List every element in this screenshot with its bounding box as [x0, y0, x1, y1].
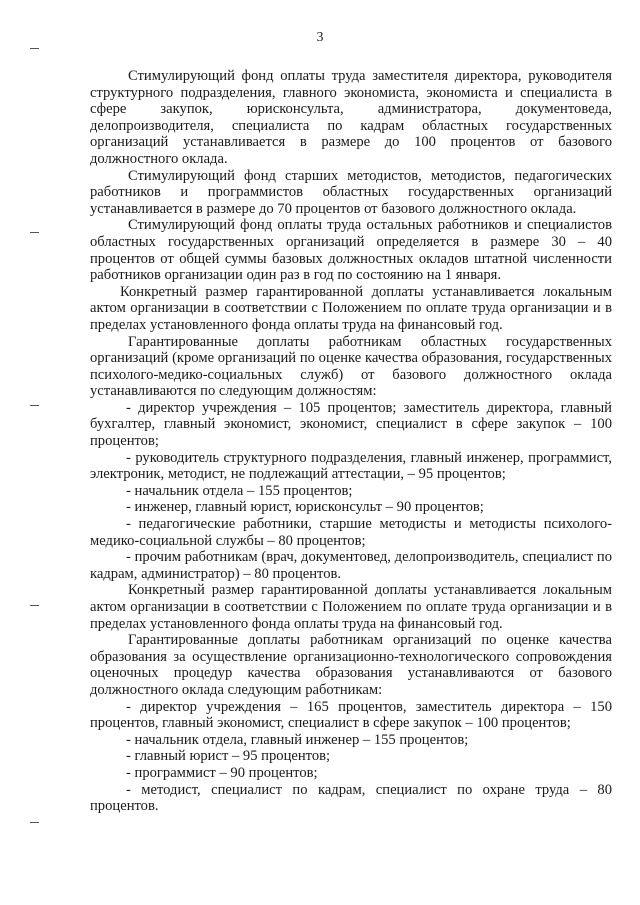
- paragraph-guaranteed-allowance-note-2: Конкретный размер гарантированной доплаты устанавливается локальным актом организации в соответствии с Положением по оплате труда организации и в пределах установленного фонда оплаты труда на финансовый год.: [90, 582, 612, 632]
- paragraph-quality-assessment-intro: Гарантированные доплаты работникам организаций по оценке качества образования за осуществление организационно-технологического сопровождения оценочных процедур качества образования устанавливаются от базового должностного оклада следующим работникам:: [90, 632, 612, 698]
- margin-mark: [30, 48, 39, 49]
- margin-mark: [30, 822, 39, 823]
- margin-mark: [30, 405, 39, 406]
- list-item-qa-methodist: - методист, специалист по кадрам, специалист по охране труда – 80 процентов.: [90, 781, 612, 815]
- list-item-qa-chief-lawyer: - главный юрист – 95 процентов;: [126, 748, 331, 765]
- list-item-department-head: - руководитель структурного подразделения, главный инженер, программист, электроник, методист, не подлежащий аттестации, – 95 процентов;: [90, 449, 612, 483]
- list-item-engineer: - инженер, главный юрист, юрисконсульт – 90 процентов;: [126, 499, 484, 516]
- list-item-qa-chief-of-department: - начальник отдела, главный инженер – 155 процентов;: [126, 731, 469, 748]
- document-body: [90, 68, 612, 815]
- list-item-director: - директор учреждения – 105 процентов; заместитель директора, главный бухгалтер, главный экономист, экономист, специалист в сфере закупок – 100 процентов;: [90, 399, 612, 450]
- paragraph-guaranteed-allowance-note: Конкретный размер гарантированной доплаты устанавливается локальным актом организации в соответствии с Положением по оплате труда организации и в пределах установленного фонда оплаты труда на финансовый год.: [90, 283, 612, 333]
- paragraph-deputy-director-fund: Стимулирующий фонд оплаты труда заместителя директора, руководителя структурного подразделения, главного экономиста, экономиста и специалиста в сфере закупок, юрисконсульта, администратора, документоведа, делопроизводителя, специалиста по кадрам областных государственных организаций устанавливается в размере до 100 процентов от базового должностного оклада.: [90, 68, 612, 167]
- paragraph-guaranteed-allowances-intro: Гарантированные доплаты работникам областных государственных организаций (кроме организаций по оценке качества образования, государственных психолого-медико-социальных служб) от базового должностного оклада устанавливаются по следующим должностям:: [90, 333, 612, 400]
- list-item-pedagogical-workers: - педагогические работники, старшие методисты и методисты психолого-медико-социальной службы – 80 процентов;: [90, 516, 612, 549]
- paragraph-methodists-fund: Стимулирующий фонд старших методистов, методистов, педагогических работников и программистов областных государственных организаций устанавливается в размере до 70 процентов от базового должностного оклада.: [90, 167, 612, 217]
- list-item-qa-director: - директор учреждения – 165 процентов, заместитель директора – 150 процентов, главный экономист, специалист в сфере закупок – 100 процентов;: [90, 698, 612, 732]
- list-item-chief-of-department: - начальник отдела – 155 процентов;: [126, 482, 353, 499]
- list-item-qa-programmer: - программист – 90 процентов;: [126, 764, 318, 781]
- paragraph-other-workers-fund: Стимулирующий фонд оплаты труда остальных работников и специалистов областных государственных организаций определяется в размере 30 – 40 процентов от общей суммы базовых должностных окладов штатной численности работников организации один раз в год по состоянию на 1 января.: [90, 217, 612, 284]
- list-item-other-workers: - прочим работникам (врач, документовед, делопроизводитель, специалист по кадрам, администратор) – 80 процентов.: [90, 549, 612, 582]
- margin-mark: [30, 232, 39, 233]
- margin-mark: [30, 605, 39, 606]
- page-number: 3: [316, 30, 324, 45]
